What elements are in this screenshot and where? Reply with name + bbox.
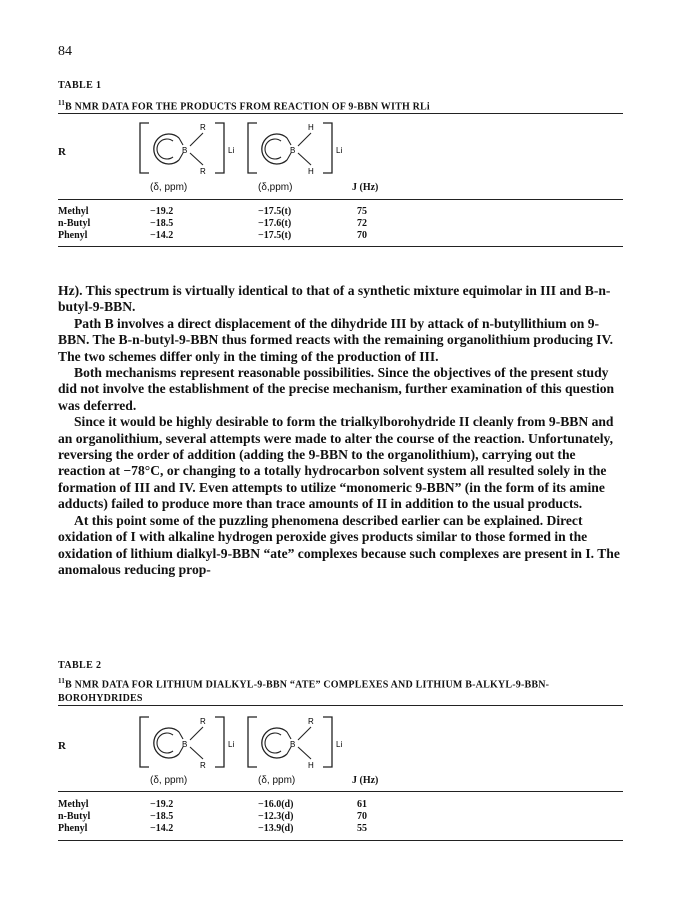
table2-top-rule xyxy=(58,705,623,706)
table2-header-j: J (Hz) xyxy=(352,775,379,786)
table1-row2-r: n-Butyl xyxy=(58,218,91,229)
table1-row3-r: Phenyl xyxy=(58,230,88,241)
table-row xyxy=(0,230,680,242)
table1-header-j: J (Hz) xyxy=(352,182,379,193)
table1-structures xyxy=(135,118,355,180)
table2-r-label: R xyxy=(58,740,66,752)
table2-header-delta1: (δ, ppm) xyxy=(150,775,188,786)
table2-struct2-sub-bottom: H xyxy=(308,761,314,770)
table1-struct1-sub-top: R xyxy=(200,123,206,132)
table2-row2-d2: −12.3(d) xyxy=(258,811,294,822)
table2-structures xyxy=(135,712,355,774)
table2-caption: TABLE 2 xyxy=(58,660,102,671)
body-paragraph-4: Since it would be highly desirable to form the trialkylborohydride II cleanly from 9-BBN and an organolithium, several attempts were made to alter the course of the reaction. Unfortunately, reversing the order of addition (adding the 9-BBN to the organolithium), carrying out the reaction at −78°C, or changing to a totally hydrocarbon solvent system all resulted solely in the formation of III and IV. Even attempts to utilize “monomeric 9-BBN” (in the form of its amine adducts) failed to produce more than trace amounts of II in addition to the usual products. xyxy=(58,414,614,512)
body-paragraph-5: At this point some of the puzzling phenomena described earlier can be explained. Direct oxidation of I with alkaline hydrogen peroxide gives products similar to those formed in the oxidation of lithium dialkyl-9-BBN “ate” complexes because such complexes are present in I. The anomalous reducing prop- xyxy=(58,512,620,577)
table-row xyxy=(0,823,680,835)
table2-struct2-counter: Li xyxy=(336,740,343,749)
table1-title xyxy=(58,96,618,114)
table1-struct1-boron: B xyxy=(182,146,188,155)
table1-title-text: B NMR DATA FOR THE PRODUCTS FROM REACTION OF 9-BBN WITH RLi xyxy=(65,101,430,113)
table1-struct1-sub-bottom: R xyxy=(200,167,206,176)
table1-row2-j: 72 xyxy=(357,218,367,229)
table2-header-rule xyxy=(58,791,623,792)
table2-row1-d1: −19.2 xyxy=(150,799,174,810)
table1-structure-1 xyxy=(140,123,234,176)
table1-row2-d2: −17.6(t) xyxy=(258,218,292,229)
body-paragraph-1: Hz). This spectrum is virtually identical to that of a synthetic mixture equimolar in III and B-n-butyl-9-BBN. xyxy=(58,283,611,315)
table1-caption: TABLE 1 xyxy=(58,80,102,91)
table2-header-delta2: (δ, ppm) xyxy=(258,775,296,786)
table-row xyxy=(0,799,680,811)
table1-row1-j: 75 xyxy=(357,206,367,217)
table2-bottom-rule xyxy=(58,840,623,841)
table-row xyxy=(0,206,680,218)
table1-row1-d2: −17.5(t) xyxy=(258,206,292,217)
table2-row3-j: 55 xyxy=(357,823,367,834)
table1-row1-r: Methyl xyxy=(58,206,89,217)
table1-header-delta1: (δ, ppm) xyxy=(150,182,188,193)
table2-row2-r: n-Butyl xyxy=(58,811,91,822)
table1-title-superscript: 11 xyxy=(58,99,66,107)
table2-row2-j: 70 xyxy=(357,811,367,822)
table2-struct1-counter: Li xyxy=(228,740,235,749)
table-row xyxy=(0,218,680,230)
table2-struct1-sub-bottom: R xyxy=(200,761,206,770)
table2-row3-d2: −13.9(d) xyxy=(258,823,294,834)
table1-top-rule xyxy=(58,113,623,114)
table1-struct1-counter: Li xyxy=(228,146,235,155)
table2-title-text: B NMR DATA FOR LITHIUM DIALKYL-9-BBN “ATE” COMPLEXES AND LITHIUM B-ALKYL-9-BBN-BOROHYDRIDES xyxy=(58,679,550,705)
table1-row3-d1: −14.2 xyxy=(150,230,174,241)
table1-row1-d1: −19.2 xyxy=(150,206,174,217)
table-row xyxy=(0,811,680,823)
table1-bottom-rule xyxy=(58,246,623,247)
table2-structure-2 xyxy=(248,717,342,770)
table1-struct2-counter: Li xyxy=(336,146,343,155)
table2-row3-d1: −14.2 xyxy=(150,823,174,834)
table2-row2-d1: −18.5 xyxy=(150,811,174,822)
table2-struct2-sub-top: R xyxy=(308,717,314,726)
table2-title xyxy=(58,674,618,706)
table2-struct1-boron: B xyxy=(182,740,188,749)
table1-struct2-sub-bottom: H xyxy=(308,167,314,176)
table1-row3-j: 70 xyxy=(357,230,367,241)
body-paragraph-3: Both mechanisms represent reasonable possibilities. Since the objectives of the present study did not involve the establishment of the precise mechanism, further examination of this question was deferred. xyxy=(58,365,615,413)
table1-header-rule xyxy=(58,199,623,200)
table2-title-superscript: 11 xyxy=(58,677,66,685)
table1-row3-d2: −17.5(t) xyxy=(258,230,292,241)
table2-row1-r: Methyl xyxy=(58,799,89,810)
page-number: 84 xyxy=(58,44,72,59)
body-paragraph-2: Path B involves a direct displacement of the dihydride III by attack of n-butyllithium on 9-BBN. The B-n-butyl-9-BBN thus formed reacts with the remaining organolithium producing IV. The two schemes differ only in the timing of the production of III. xyxy=(58,315,614,364)
table1-struct2-sub-top: H xyxy=(308,123,314,132)
table1-row2-d1: −18.5 xyxy=(150,218,174,229)
table2-row1-j: 61 xyxy=(357,799,367,810)
table2-row1-d2: −16.0(d) xyxy=(258,799,294,810)
body-text xyxy=(58,283,623,578)
table2-struct1-sub-top: R xyxy=(200,717,206,726)
table2-row3-r: Phenyl xyxy=(58,823,88,834)
table1-structure-2 xyxy=(248,123,342,176)
table1-r-label: R xyxy=(58,146,66,158)
table1-header-delta2: (δ,ppm) xyxy=(258,182,293,193)
table1-struct2-boron: B xyxy=(290,146,296,155)
table2-structure-1 xyxy=(140,717,234,770)
table2-struct2-boron: B xyxy=(290,740,296,749)
